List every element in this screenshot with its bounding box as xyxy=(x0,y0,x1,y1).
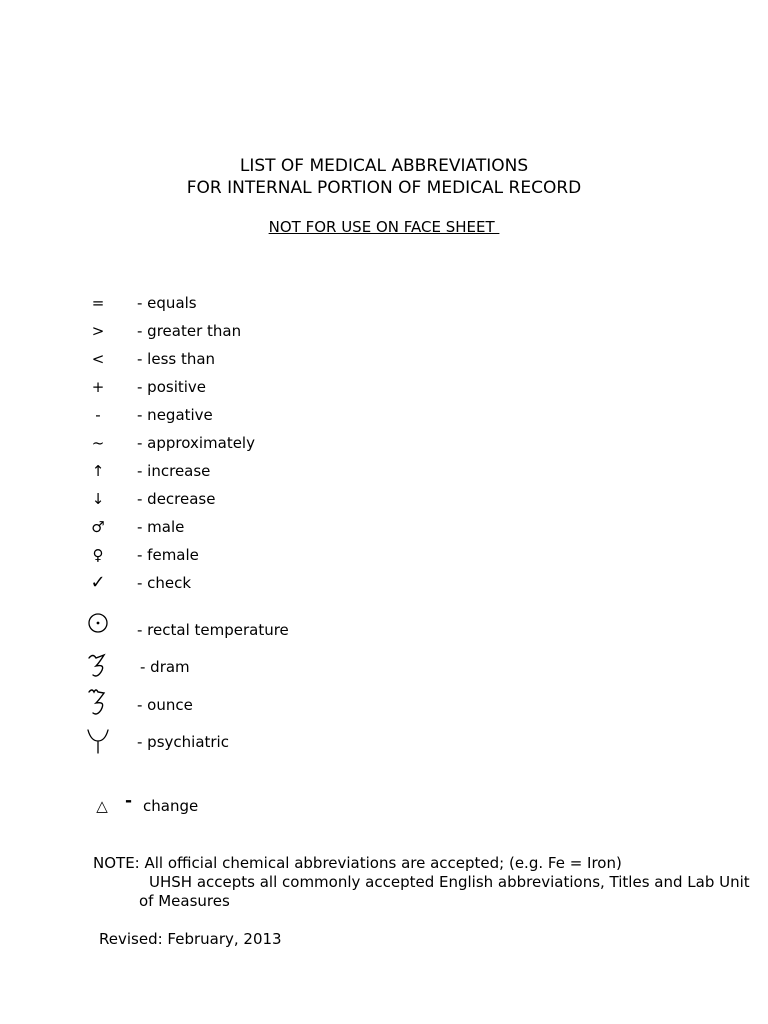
note-line-1: NOTE: All official chemical abbreviations are accepted; (e.g. Fe = Iron) xyxy=(93,854,622,872)
dram-icon xyxy=(84,650,112,680)
arrow-up-icon: ↑ xyxy=(91,462,105,480)
triangle-icon: △ xyxy=(96,797,108,815)
abbreviation-row xyxy=(0,726,768,758)
meaning: change xyxy=(143,797,199,815)
abbreviation-row xyxy=(0,573,768,601)
symbol-less-than: < xyxy=(91,350,105,368)
female-icon: ♀ xyxy=(92,546,104,564)
abbreviation-row xyxy=(0,791,768,824)
meaning: - increase xyxy=(137,462,211,480)
abbreviation-row xyxy=(0,349,768,377)
abbreviation-row xyxy=(0,545,768,573)
psi-icon xyxy=(84,726,112,754)
document-title-line-1: LIST OF MEDICAL ABBREVIATIONS xyxy=(239,156,529,176)
ounce-icon xyxy=(84,686,112,718)
abbreviation-row xyxy=(0,650,768,686)
arrow-down-icon: ↓ xyxy=(91,490,105,508)
meaning: - negative xyxy=(137,406,213,424)
meaning: - positive xyxy=(137,378,207,396)
symbol-equals: = xyxy=(91,294,105,312)
meaning: - decrease xyxy=(137,490,216,508)
circled-dot-icon xyxy=(84,612,112,634)
abbreviation-row xyxy=(0,612,768,648)
meaning: - psychiatric xyxy=(137,733,229,751)
meaning: - approximately xyxy=(137,434,255,452)
document-title-line-2: FOR INTERNAL PORTION OF MEDICAL RECORD xyxy=(186,178,582,198)
male-icon: ♂ xyxy=(91,518,105,536)
abbreviation-row xyxy=(0,686,768,724)
subtitle-text: NOT FOR USE ON FACE SHEET xyxy=(268,218,500,236)
meaning: - greater than xyxy=(137,322,242,340)
meaning: - check xyxy=(137,574,192,592)
abbreviation-row xyxy=(0,377,768,405)
meaning: - male xyxy=(137,518,185,536)
abbreviation-row xyxy=(0,461,768,489)
note-line-3: of Measures xyxy=(139,892,230,910)
meaning: - ounce xyxy=(137,696,193,714)
meaning: - less than xyxy=(137,350,216,368)
symbol-greater-than: > xyxy=(91,322,105,340)
abbreviation-row xyxy=(0,517,768,545)
abbreviation-row xyxy=(0,489,768,517)
check-icon: ✓ xyxy=(90,572,106,593)
symbol-minus: - xyxy=(95,406,101,424)
symbol-plus: + xyxy=(91,378,105,396)
revised-date: Revised: February, 2013 xyxy=(99,930,282,948)
meaning: - equals xyxy=(137,294,197,312)
symbol-tilde: ~ xyxy=(91,434,105,452)
dash: - xyxy=(125,791,133,811)
abbreviation-row xyxy=(0,293,768,321)
meaning: - dram xyxy=(140,658,190,676)
abbreviation-row xyxy=(0,433,768,461)
note-line-2: UHSH accepts all commonly accepted English abbreviations, Titles and Lab Unit xyxy=(149,873,750,891)
meaning: - female xyxy=(137,546,199,564)
document-subtitle xyxy=(0,218,768,236)
abbreviation-row xyxy=(0,405,768,433)
meaning: - rectal temperature xyxy=(137,621,289,639)
abbreviation-row xyxy=(0,321,768,349)
